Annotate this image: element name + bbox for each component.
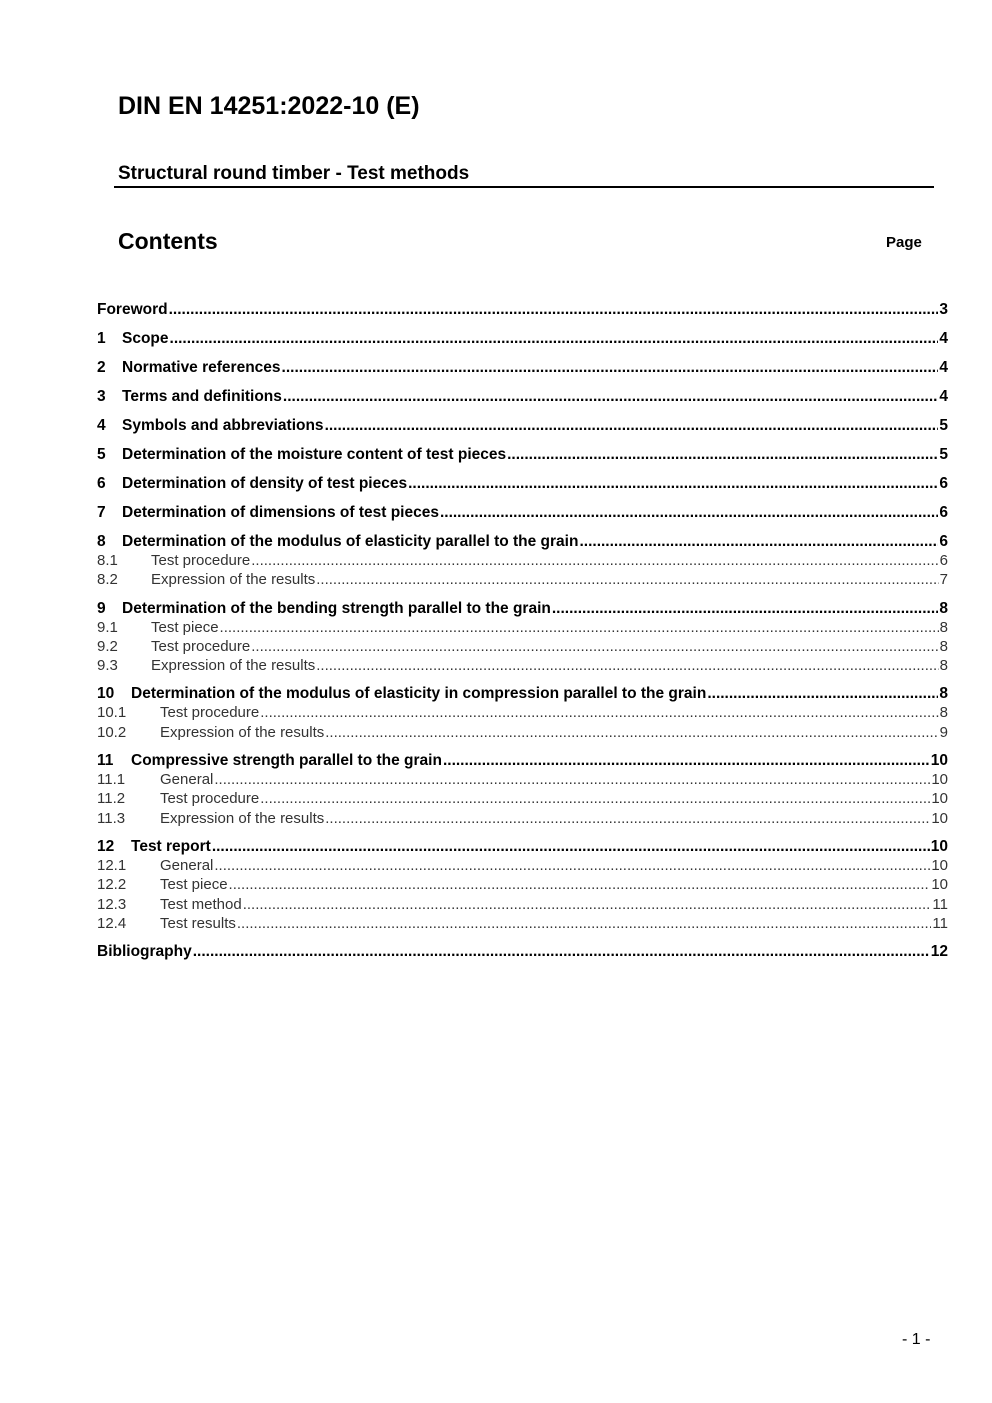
toc-number: 11.3	[97, 809, 126, 827]
toc-dot-leader	[229, 875, 931, 894]
toc-label: Determination of the bending strength parallel to the grain	[122, 599, 551, 617]
toc-page-number: 10	[931, 771, 948, 789]
toc-page-number: 10	[930, 752, 948, 770]
toc-number: 12.3	[97, 895, 127, 913]
toc-number: 11.2	[97, 790, 126, 808]
toc-page-number: 6	[939, 552, 948, 569]
toc-label: Determination of the moisture content of test pieces	[122, 446, 507, 463]
toc-number: 11.1	[97, 771, 126, 789]
toc-dot-leader	[552, 599, 939, 618]
toc-number: 12	[97, 837, 115, 855]
toc-label: Normative references	[122, 359, 281, 376]
toc-label: Expression of the results	[151, 657, 316, 675]
toc-dot-leader	[325, 416, 939, 435]
toc-label: General	[160, 771, 214, 789]
toc-subentry[interactable]	[97, 551, 948, 570]
toc-page-number: 4	[939, 388, 948, 405]
toc-dot-leader	[260, 703, 938, 722]
toc-page-number: 5	[939, 417, 948, 434]
toc-entry[interactable]	[97, 751, 948, 770]
toc-page-number: 8	[939, 685, 948, 703]
toc-dot-leader	[212, 837, 930, 856]
toc-page-number: 5	[939, 446, 948, 463]
toc-label: Determination of density of test pieces	[122, 475, 408, 492]
toc-subentry[interactable]	[97, 875, 948, 894]
toc-subentry[interactable]	[97, 895, 948, 914]
toc-label: Compressive strength parallel to the grain	[131, 752, 442, 770]
toc-dot-leader	[251, 551, 938, 570]
toc-dot-leader	[193, 942, 930, 961]
toc-page-number: 6	[939, 504, 948, 521]
toc-number: 12.1	[97, 856, 127, 874]
toc-number: 10	[97, 685, 115, 703]
toc-page-number: 7	[939, 571, 948, 589]
toc-label: Test results	[160, 914, 236, 932]
toc-entry[interactable]	[97, 599, 948, 618]
toc-entry[interactable]	[97, 445, 948, 464]
toc-number: 10.1	[97, 704, 127, 722]
page-number: - 1 -	[902, 1331, 931, 1348]
toc-number: 3	[97, 388, 106, 405]
toc-dot-leader	[507, 445, 938, 464]
toc-number: 10.2	[97, 723, 127, 741]
toc-entry[interactable]	[97, 503, 948, 522]
toc-entry[interactable]	[97, 942, 948, 961]
toc-dot-leader	[243, 895, 932, 914]
toc-page-number: 9	[939, 723, 948, 741]
toc-number: 1	[97, 330, 106, 347]
toc-subentry[interactable]	[97, 618, 948, 637]
toc-subentry[interactable]	[97, 703, 948, 722]
toc-page-number: 8	[939, 657, 948, 675]
toc-label: Test procedure	[160, 704, 260, 722]
toc-page-number: 10	[931, 876, 948, 894]
toc-dot-leader	[408, 474, 938, 493]
toc-dot-leader	[214, 856, 930, 875]
toc-entry[interactable]	[97, 358, 948, 377]
toc-dot-leader	[214, 770, 930, 789]
toc-dot-leader	[579, 532, 938, 551]
toc-dot-leader	[251, 637, 938, 656]
toc-label: Determination of dimensions of test pieces	[122, 504, 439, 521]
toc-dot-leader	[316, 656, 938, 675]
toc-label: Test procedure	[160, 790, 260, 808]
toc-page-number: 8	[939, 637, 948, 655]
toc-page-number: 11	[932, 914, 948, 932]
toc-entry[interactable]	[97, 329, 948, 348]
document-subtitle: Structural round timber - Test methods	[118, 163, 470, 184]
toc-number: 9.3	[97, 657, 118, 675]
toc-number: 9.1	[97, 618, 118, 636]
toc-entry[interactable]	[97, 387, 948, 406]
toc-page-number: 4	[939, 359, 948, 376]
toc-dot-leader	[325, 723, 938, 742]
toc-page-number: 4	[939, 330, 948, 347]
toc-entry[interactable]	[97, 474, 948, 493]
toc-label: Expression of the results	[160, 809, 325, 827]
toc-label: General	[160, 856, 214, 874]
toc-dot-leader	[169, 300, 939, 319]
document-title: DIN EN 14251:2022-10 (E)	[118, 92, 420, 120]
toc-subentry[interactable]	[97, 723, 948, 742]
toc-label: Test procedure	[151, 637, 251, 655]
toc-number: 7	[97, 504, 106, 521]
toc-label: Expression of the results	[160, 723, 325, 741]
toc-label: Scope	[122, 330, 169, 347]
toc-subentry[interactable]	[97, 570, 948, 589]
toc-page-number: 10	[931, 856, 948, 874]
toc-dot-leader	[260, 789, 930, 808]
table-of-contents	[97, 300, 948, 961]
toc-page-number: 10	[931, 790, 948, 808]
toc-number: 12.4	[97, 914, 127, 932]
toc-page-number: 11	[932, 895, 948, 913]
toc-entry[interactable]	[97, 837, 948, 856]
toc-page-number: 12	[930, 943, 948, 961]
toc-entry[interactable]	[97, 684, 948, 703]
toc-subentry[interactable]	[97, 770, 948, 789]
toc-page-number: 6	[939, 475, 948, 492]
toc-dot-leader	[220, 618, 939, 637]
toc-page-number: 10	[930, 837, 948, 855]
toc-page-number: 8	[939, 704, 948, 722]
toc-number: 8	[97, 533, 106, 550]
toc-dot-leader	[237, 914, 932, 933]
toc-dot-leader	[707, 684, 938, 703]
toc-page-number: 8	[939, 618, 948, 636]
toc-page-number: 10	[931, 809, 948, 827]
toc-number: 9.2	[97, 637, 118, 655]
toc-number: 2	[97, 359, 106, 376]
toc-dot-leader	[440, 503, 938, 522]
toc-dot-leader	[325, 809, 930, 828]
toc-subentry[interactable]	[97, 914, 948, 933]
toc-entry[interactable]	[97, 300, 948, 319]
page-column-label: Page	[886, 234, 922, 251]
toc-number: 9	[97, 599, 106, 617]
toc-label: Test piece	[160, 876, 228, 894]
toc-entry[interactable]	[97, 416, 948, 435]
toc-label: Symbols and abbreviations	[122, 417, 324, 434]
title-underline	[114, 186, 934, 188]
toc-dot-leader	[316, 570, 938, 589]
toc-number: 8.2	[97, 571, 118, 589]
toc-subentry[interactable]	[97, 809, 948, 828]
toc-label: Determination of the modulus of elasticity parallel to the grain	[122, 533, 579, 550]
toc-label: Test method	[160, 895, 242, 913]
toc-dot-leader	[443, 751, 930, 770]
toc-page-number: 8	[939, 599, 948, 617]
toc-label: Test piece	[151, 618, 219, 636]
toc-number: 11	[97, 752, 114, 770]
toc-label: Terms and definitions	[122, 388, 282, 405]
toc-page-number: 6	[939, 533, 948, 550]
toc-dot-leader	[170, 329, 939, 348]
toc-number: 5	[97, 446, 106, 463]
toc-dot-leader	[283, 387, 938, 406]
toc-label: Test procedure	[151, 552, 251, 569]
toc-number: 8.1	[97, 552, 118, 569]
toc-subentry[interactable]	[97, 856, 948, 875]
toc-label: Determination of the modulus of elasticity in compression parallel to the grain	[131, 685, 707, 703]
toc-label: Foreword	[97, 301, 168, 318]
toc-subentry[interactable]	[97, 637, 948, 656]
toc-label: Test report	[131, 837, 211, 855]
toc-dot-leader	[282, 358, 939, 377]
toc-number: 4	[97, 417, 106, 434]
toc-number: 6	[97, 475, 106, 492]
toc-subentry[interactable]	[97, 656, 948, 675]
contents-heading: Contents	[118, 228, 218, 254]
toc-label: Expression of the results	[151, 571, 316, 589]
toc-entry[interactable]	[97, 532, 948, 551]
toc-page-number: 3	[939, 301, 948, 318]
toc-label: Bibliography	[97, 943, 192, 961]
toc-subentry[interactable]	[97, 789, 948, 808]
toc-number: 12.2	[97, 876, 127, 894]
